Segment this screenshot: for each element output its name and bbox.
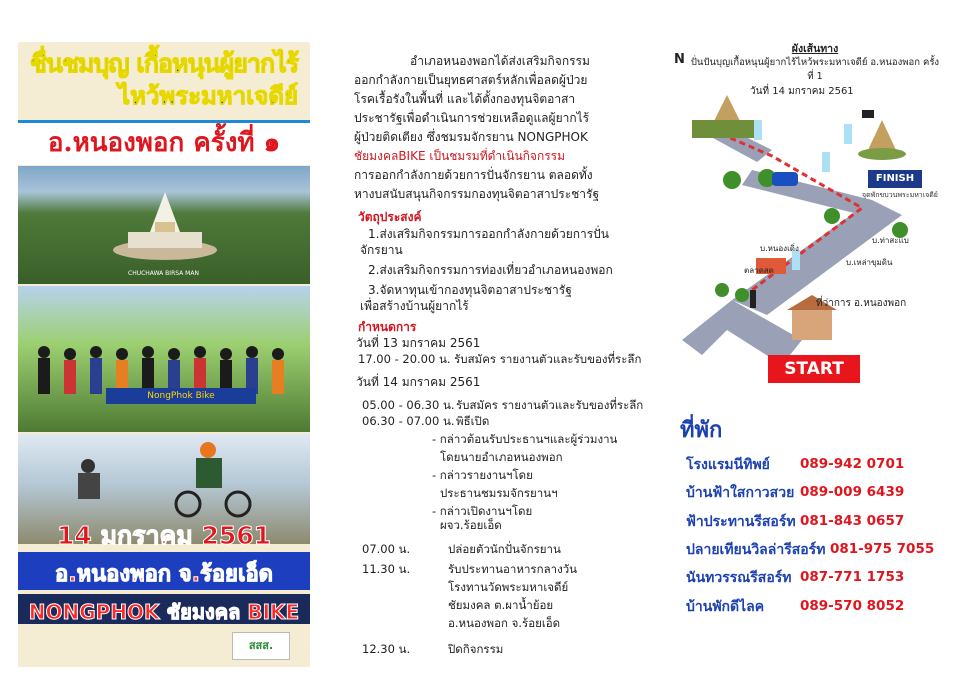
hotel-name: ฟ้าประทานรีสอร์ท — [686, 514, 796, 530]
hotel-name: ปลายเทียนวิลล่ารีสอร์ท — [686, 542, 826, 558]
finish-sub-label: จุดพักขบวนพระมหาเจดีย์ — [862, 191, 938, 199]
schedule-heading: กำหนดการ — [358, 320, 417, 334]
schedule-time: 07.00 น. — [362, 542, 411, 556]
sponsor-logo: สสส. — [232, 632, 290, 660]
group-banner: NongPhok Bike — [106, 388, 256, 404]
schedule-text: ชัยมงคล ต.ผาน้ำย้อย — [448, 598, 554, 612]
intro-line: โรคเรื้อรังในพื้นที่ และได้ตั้งกองทุนจิตอาสา — [354, 92, 576, 106]
hotel-name: บ้านพักดีไลค — [686, 599, 765, 615]
schedule-text: โรงทานวัดพระมหาเจดีย์ — [448, 580, 569, 594]
hotel-phone: 089-009 6439 — [800, 484, 905, 500]
intro-line: ชัยมงคลBIKE เป็นชมรมที่ดำเนินกิจกรรม — [354, 149, 566, 163]
objective-item: 2.ส่งเสริมกิจกรรมการท่องเที่ยวอำเภอหนองพอก — [368, 263, 613, 277]
ceremony-line: - กล่าวรายงานฯโดย — [432, 468, 533, 482]
schedule-time: 06.30 - 07.00 น. — [362, 414, 455, 428]
hotel-phone: 081-843 0657 — [800, 513, 905, 529]
map-title: ผังเส้นทาง — [791, 43, 839, 55]
temple-image — [110, 192, 220, 262]
event-date: 14 มกราคม 2561 — [56, 521, 272, 550]
schedule-text: รับสมัคร รายงานตัวและรับของที่ระลึก — [456, 398, 644, 412]
ceremony-line: ผจว.ร้อยเอ็ด — [440, 518, 502, 532]
intro-line: ประชารัฐเพื่อดำเนินการช่วยเหลือดูแลผู้ยากไร้ — [354, 111, 590, 125]
intro-line: อำเภอหนองพอกได้ส่งเสริมกิจกรรม — [410, 54, 590, 68]
day1-item: 17.00 - 20.00 น. รับสมัคร รายงานตัวและรับของที่ระลึก — [358, 352, 642, 366]
schedule-time: 11.30 น. — [362, 562, 411, 576]
map-label-village: บ.เหล่าขุมดิน — [846, 258, 893, 267]
bikers-figures — [58, 440, 258, 518]
north-indicator: N — [674, 52, 685, 67]
club-name: NONGPHOK ชัยมงคล BIKE — [28, 600, 300, 624]
map-title-block — [690, 42, 940, 84]
hotel-phone: 089-942 0701 — [800, 456, 905, 472]
map-label-village: บ.ท่าสะแบ — [872, 236, 909, 245]
hotel-phone: 087-771 1753 — [800, 569, 905, 585]
map-label-village: บ.หนองเดิ่ง — [760, 244, 799, 253]
finish-label: FINISH — [868, 170, 922, 188]
hotel-phone: 081-975 7055 — [830, 541, 935, 557]
hotel-phone: 089-570 8052 — [800, 598, 905, 614]
hotel-name: นันทวรรณรีสอร์ท — [686, 570, 792, 586]
ceremony-line: - กล่าวเปิดงานฯโดย — [432, 504, 533, 518]
intro-line: ออกกำลังกายเป็นยุทธศาสตร์หลักเพื่อลดผู้ป่วย — [354, 73, 588, 87]
objectives-heading: วัตถุประสงค์ — [358, 210, 422, 224]
event-place: อ.หนองพอก จ.ร้อยเอ็ด — [55, 562, 273, 587]
lodging-heading: ที่พัก — [680, 418, 723, 443]
objective-item: เพื่อสร้างบ้านผู้ยากไร้ — [360, 299, 469, 313]
objective-item: จักรยาน — [360, 243, 403, 257]
objectives-list — [360, 226, 650, 314]
schedule-time: 12.30 น. — [362, 642, 411, 656]
intro-paragraph — [354, 52, 644, 204]
intro-line: การออกกำลังกายด้วยการปั่นจักรยาน ตลอดทั้ง — [354, 168, 593, 182]
cyclists-figures — [24, 342, 304, 422]
objective-item: 1.ส่งเสริมกิจกรรมการออกกำลังกายด้วยการปั่น — [368, 227, 609, 241]
ceremony-line: ประธานชมรมจักรยานฯ — [440, 486, 558, 500]
map-date: วันที่ 14 มกราคม 2561 — [750, 86, 854, 97]
map-subtitle: ปั่นปันบุญเกื้อหนุนผู้ยากไร้ไหว้พระมหาเจดีย์ อ.หนองพอก ครั้งที่ 1 — [690, 57, 940, 82]
schedule-text: พิธีเปิด — [456, 414, 490, 428]
day2-heading: วันที่ 14 มกราคม 2561 — [356, 375, 481, 389]
schedule-text: ปิดกิจกรรม — [448, 642, 504, 656]
photo-caption: CHUCHAWA BIRSA MAN — [128, 270, 199, 277]
hotel-name: โรงแรมนีทิพย์ — [686, 457, 770, 473]
poster-title-line2: ไหว้พระมหาเจดีย์ — [118, 81, 298, 110]
ceremony-line: - กล่าวต้อนรับประธานฯและผู้ร่วมงาน — [432, 432, 618, 446]
schedule-text: ปล่อยตัวนักปั่นจักรยาน — [448, 542, 561, 556]
schedule-text: อ.หนองพอก จ.ร้อยเอ็ด — [448, 616, 561, 630]
map-label-market: ตลาดสด — [744, 266, 774, 275]
poster-title-line1: ชื่นชมบุญ เกื้อหนุนผู้ยากไร้ — [29, 49, 299, 78]
objective-item: 3.จัดหาทุนเข้ากองทุนจิตอาสาประชารัฐ — [368, 283, 572, 297]
intro-line: ผู้ป่วยติดเตียง ซึ่งชมรมจักรยาน NONGPHOK — [354, 130, 588, 144]
ceremony-line: โดยนายอำเภอหนองพอก — [440, 450, 563, 464]
day1-heading: วันที่ 13 มกราคม 2561 — [356, 336, 481, 350]
hotel-name: บ้านฟ้าใสกาวสวย — [686, 485, 795, 501]
start-label: START — [768, 355, 860, 383]
intro-line: หางบสนับสนุนกิจกรรมกองทุนจิตอาสาประชารัฐ — [354, 187, 600, 201]
poster-panel — [18, 42, 310, 667]
schedule-time: 05.00 - 06.30 น. — [362, 398, 455, 412]
map-label-district-office: ที่ว่าการ อ.หนองพอก — [816, 298, 907, 309]
schedule-text: รับประทานอาหารกลางวัน — [448, 562, 578, 576]
district-title: อ.หนองพอก ครั้งที่ ๑ — [47, 128, 281, 158]
